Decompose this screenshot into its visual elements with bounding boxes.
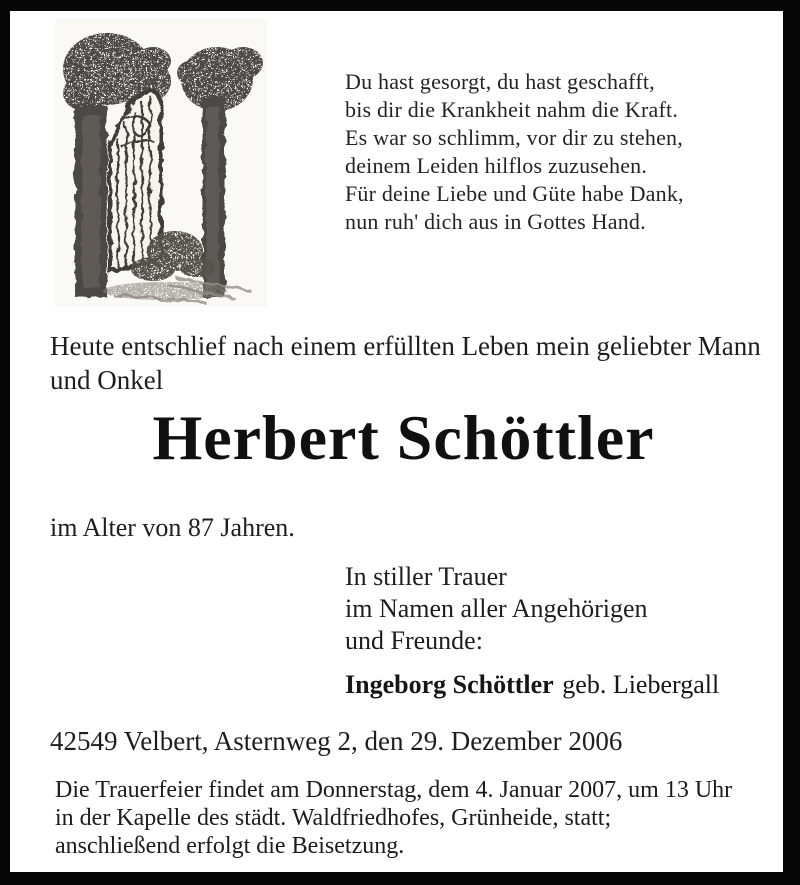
poem-line: bis dir die Krankheit nahm die Kraft. [345,97,679,122]
poem-line: nun ruh' dich aus in Gottes Hand. [345,209,646,234]
mourning-line: In stiller Trauer [345,562,507,591]
announcement-text: Heute entschlief nach einem erfüllten Leben mein geliebter Mann und Onkel [50,331,761,395]
mourning-line: und Freunde: [345,626,483,655]
poem-line: Du hast gesorgt, du hast geschafft, [345,69,655,94]
funeral-line: anschließend erfolgt die Beisetzung. [55,833,405,859]
mourner-name: Ingeborg Schöttler [345,670,554,699]
funeral-line: Die Trauerfeier findet am Donnerstag, dem 4. Januar 2007, um 13 Uhr [55,777,733,803]
open-cemetery-gate-icon [55,19,267,307]
poem-line: Für deine Liebe und Güte habe Dank, [345,181,684,206]
mourner-maiden-name: geb. Liebergall [562,670,720,699]
mourner-line [345,670,719,700]
poem-line: deinem Leiden hilflos zuzusehen. [345,153,648,178]
funeral-details [55,776,775,860]
address-date-line: 42549 Velbert, Asternweg 2, den 29. Dezember 2006 [50,726,623,756]
mourning-line: im Namen aller Angehörigen [345,594,648,623]
deceased-name: Herbert Schöttler [152,402,655,473]
mourning-block [345,561,648,657]
age-line: im Alter von 87 Jahren. [50,513,295,542]
memorial-poem [345,68,684,236]
poem-line: Es war so schlimm, vor dir zu stehen, [345,125,683,150]
funeral-line: in der Kapelle des städt. Waldfriedhofes, Grünheide, statt; [55,805,612,831]
notice-paper [10,11,783,872]
